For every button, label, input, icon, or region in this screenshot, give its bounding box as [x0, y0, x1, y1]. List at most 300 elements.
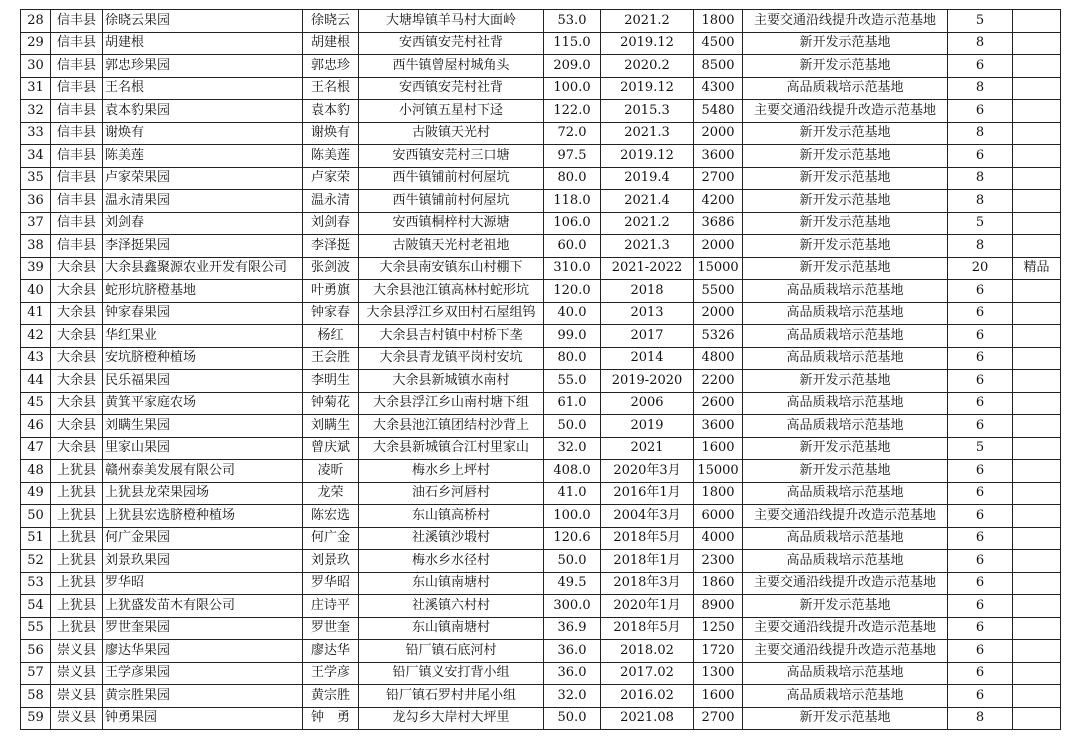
cell-row-number: 59	[21, 707, 51, 730]
cell-note	[1013, 482, 1061, 505]
cell-location: 社溪镇六村村	[359, 595, 544, 618]
cell-county: 大余县	[51, 302, 103, 325]
cell-person: 杨红	[303, 325, 359, 348]
table-row	[21, 325, 1061, 348]
cell-county: 信丰县	[51, 235, 103, 258]
cell-year: 2019.12	[601, 32, 694, 55]
cell-area: 100.0	[544, 77, 601, 100]
cell-note	[1013, 167, 1061, 190]
cell-note	[1013, 145, 1061, 168]
cell-note	[1013, 235, 1061, 258]
orchard-table	[20, 9, 1061, 730]
cell-county: 大余县	[51, 437, 103, 460]
cell-score: 6	[948, 460, 1013, 483]
cell-count: 15000	[694, 460, 743, 483]
cell-unit: 李泽挺果园	[103, 235, 303, 258]
cell-score: 6	[948, 550, 1013, 573]
table-row	[21, 190, 1061, 213]
cell-person: 凌昕	[303, 460, 359, 483]
cell-area: 41.0	[544, 482, 601, 505]
cell-location: 安西镇安芫村社背	[359, 32, 544, 55]
cell-count: 5480	[694, 100, 743, 123]
cell-note	[1013, 280, 1061, 303]
cell-score: 5	[948, 10, 1013, 33]
cell-location: 大余县南安镇东山村棚下	[359, 257, 544, 280]
cell-row-number: 47	[21, 437, 51, 460]
cell-year: 2019.12	[601, 145, 694, 168]
cell-person: 叶勇旗	[303, 280, 359, 303]
cell-note	[1013, 505, 1061, 528]
cell-location: 东山镇南塘村	[359, 572, 544, 595]
table-row	[21, 122, 1061, 145]
cell-type: 高品质栽培示范基地	[743, 662, 948, 685]
cell-count: 1720	[694, 640, 743, 663]
cell-year: 2018年1月	[601, 550, 694, 573]
cell-score: 8	[948, 167, 1013, 190]
cell-person: 刘景玖	[303, 550, 359, 573]
cell-row-number: 57	[21, 662, 51, 685]
cell-location: 大余县新城镇水南村	[359, 370, 544, 393]
cell-area: 55.0	[544, 370, 601, 393]
cell-year: 2021.08	[601, 707, 694, 730]
cell-location: 梅水乡上坪村	[359, 460, 544, 483]
cell-note	[1013, 55, 1061, 78]
cell-location: 东山镇高桥村	[359, 505, 544, 528]
cell-unit: 徐晓云果园	[103, 10, 303, 33]
cell-person: 袁本豹	[303, 100, 359, 123]
cell-unit: 廖达华果园	[103, 640, 303, 663]
table-row	[21, 32, 1061, 55]
cell-count: 4300	[694, 77, 743, 100]
cell-row-number: 43	[21, 347, 51, 370]
table-row	[21, 257, 1061, 280]
table-row	[21, 77, 1061, 100]
table-row	[21, 10, 1061, 33]
cell-county: 上犹县	[51, 527, 103, 550]
cell-type: 新开发示范基地	[743, 212, 948, 235]
cell-unit: 郭忠珍果园	[103, 55, 303, 78]
cell-county: 大余县	[51, 347, 103, 370]
cell-person: 陈宏选	[303, 505, 359, 528]
cell-person: 罗华昭	[303, 572, 359, 595]
cell-county: 大余县	[51, 415, 103, 438]
cell-person: 王会胜	[303, 347, 359, 370]
cell-area: 32.0	[544, 685, 601, 708]
cell-type: 高品质栽培示范基地	[743, 302, 948, 325]
cell-county: 信丰县	[51, 122, 103, 145]
cell-year: 2018年3月	[601, 572, 694, 595]
cell-row-number: 39	[21, 257, 51, 280]
cell-area: 97.5	[544, 145, 601, 168]
cell-location: 大余县青龙镇平岗村安坑	[359, 347, 544, 370]
cell-year: 2019	[601, 415, 694, 438]
cell-area: 53.0	[544, 10, 601, 33]
cell-note	[1013, 100, 1061, 123]
cell-location: 大余县新城镇合江村里家山	[359, 437, 544, 460]
cell-note	[1013, 662, 1061, 685]
cell-score: 6	[948, 685, 1013, 708]
cell-row-number: 42	[21, 325, 51, 348]
cell-row-number: 52	[21, 550, 51, 573]
table-row	[21, 212, 1061, 235]
cell-year: 2021.2	[601, 10, 694, 33]
cell-count: 2700	[694, 167, 743, 190]
cell-count: 2000	[694, 235, 743, 258]
cell-type: 高品质栽培示范基地	[743, 325, 948, 348]
cell-score: 6	[948, 325, 1013, 348]
cell-area: 32.0	[544, 437, 601, 460]
cell-person: 王学彦	[303, 662, 359, 685]
cell-year: 2021.3	[601, 235, 694, 258]
cell-row-number: 38	[21, 235, 51, 258]
cell-location: 大余县池江镇高林村蛇形坑	[359, 280, 544, 303]
cell-unit: 上犹县宏选脐橙种植场	[103, 505, 303, 528]
cell-year: 2017	[601, 325, 694, 348]
cell-type: 主要交通沿线提升改造示范基地	[743, 100, 948, 123]
cell-unit: 陈美莲	[103, 145, 303, 168]
cell-row-number: 41	[21, 302, 51, 325]
cell-score: 6	[948, 505, 1013, 528]
cell-area: 120.6	[544, 527, 601, 550]
table-row	[21, 392, 1061, 415]
cell-type: 新开发示范基地	[743, 437, 948, 460]
cell-count: 2000	[694, 302, 743, 325]
cell-count: 1600	[694, 685, 743, 708]
cell-score: 6	[948, 415, 1013, 438]
table-row	[21, 347, 1061, 370]
cell-score: 5	[948, 437, 1013, 460]
cell-note	[1013, 392, 1061, 415]
cell-count: 3600	[694, 145, 743, 168]
cell-row-number: 33	[21, 122, 51, 145]
cell-type: 高品质栽培示范基地	[743, 527, 948, 550]
table-row	[21, 640, 1061, 663]
cell-person: 龙荣	[303, 482, 359, 505]
cell-type: 高品质栽培示范基地	[743, 415, 948, 438]
cell-year: 2006	[601, 392, 694, 415]
cell-count: 3686	[694, 212, 743, 235]
cell-note	[1013, 707, 1061, 730]
cell-area: 209.0	[544, 55, 601, 78]
cell-county: 崇义县	[51, 707, 103, 730]
cell-note	[1013, 77, 1061, 100]
cell-row-number: 40	[21, 280, 51, 303]
cell-note	[1013, 325, 1061, 348]
cell-count: 2300	[694, 550, 743, 573]
cell-area: 118.0	[544, 190, 601, 213]
cell-unit: 上犹盛发苗木有限公司	[103, 595, 303, 618]
cell-type: 主要交通沿线提升改造示范基地	[743, 640, 948, 663]
cell-score: 6	[948, 595, 1013, 618]
cell-year: 2004年3月	[601, 505, 694, 528]
cell-location: 西牛镇曾屋村城角头	[359, 55, 544, 78]
cell-count: 1800	[694, 10, 743, 33]
cell-unit: 王名根	[103, 77, 303, 100]
cell-county: 大余县	[51, 370, 103, 393]
cell-location: 东山镇南塘村	[359, 617, 544, 640]
cell-type: 主要交通沿线提升改造示范基地	[743, 572, 948, 595]
cell-year: 2018年5月	[601, 617, 694, 640]
cell-area: 408.0	[544, 460, 601, 483]
cell-score: 6	[948, 527, 1013, 550]
cell-type: 高品质栽培示范基地	[743, 77, 948, 100]
cell-note	[1013, 595, 1061, 618]
cell-year: 2014	[601, 347, 694, 370]
cell-note	[1013, 347, 1061, 370]
cell-row-number: 35	[21, 167, 51, 190]
cell-location: 铅厂镇义安打背小组	[359, 662, 544, 685]
cell-year: 2020年3月	[601, 460, 694, 483]
cell-row-number: 44	[21, 370, 51, 393]
cell-county: 上犹县	[51, 482, 103, 505]
cell-county: 大余县	[51, 257, 103, 280]
cell-count: 2000	[694, 122, 743, 145]
cell-score: 6	[948, 392, 1013, 415]
cell-location: 安西镇桐梓村大源塘	[359, 212, 544, 235]
cell-type: 新开发示范基地	[743, 595, 948, 618]
cell-county: 信丰县	[51, 10, 103, 33]
cell-county: 大余县	[51, 392, 103, 415]
cell-type: 主要交通沿线提升改造示范基地	[743, 617, 948, 640]
cell-year: 2018.02	[601, 640, 694, 663]
cell-type: 新开发示范基地	[743, 55, 948, 78]
cell-area: 72.0	[544, 122, 601, 145]
cell-count: 8900	[694, 595, 743, 618]
cell-location: 西牛镇铺前村何屋坑	[359, 167, 544, 190]
cell-unit: 上犹县龙荣果园场	[103, 482, 303, 505]
cell-person: 廖达华	[303, 640, 359, 663]
table-row	[21, 370, 1061, 393]
cell-year: 2019-2020	[601, 370, 694, 393]
cell-year: 2018	[601, 280, 694, 303]
cell-location: 安西镇安芫村社背	[359, 77, 544, 100]
cell-area: 80.0	[544, 347, 601, 370]
table-row	[21, 685, 1061, 708]
cell-count: 1800	[694, 482, 743, 505]
cell-score: 8	[948, 235, 1013, 258]
cell-unit: 黄箕平家庭农场	[103, 392, 303, 415]
table-row	[21, 167, 1061, 190]
cell-county: 崇义县	[51, 685, 103, 708]
cell-note	[1013, 122, 1061, 145]
cell-score: 8	[948, 707, 1013, 730]
cell-type: 新开发示范基地	[743, 190, 948, 213]
cell-count: 5326	[694, 325, 743, 348]
cell-county: 信丰县	[51, 167, 103, 190]
cell-type: 新开发示范基地	[743, 32, 948, 55]
cell-county: 上犹县	[51, 505, 103, 528]
cell-unit: 温永清果园	[103, 190, 303, 213]
cell-row-number: 32	[21, 100, 51, 123]
cell-location: 大塘埠镇羊马村大面岭	[359, 10, 544, 33]
cell-person: 黄宗胜	[303, 685, 359, 708]
cell-area: 50.0	[544, 415, 601, 438]
cell-location: 铅厂镇石罗村井尾小组	[359, 685, 544, 708]
cell-row-number: 56	[21, 640, 51, 663]
cell-location: 西牛镇铺前村何屋坑	[359, 190, 544, 213]
table-row	[21, 437, 1061, 460]
cell-count: 1860	[694, 572, 743, 595]
cell-unit: 民乐福果园	[103, 370, 303, 393]
cell-county: 信丰县	[51, 77, 103, 100]
cell-county: 大余县	[51, 325, 103, 348]
cell-unit: 华红果业	[103, 325, 303, 348]
cell-row-number: 29	[21, 32, 51, 55]
table-row	[21, 572, 1061, 595]
cell-area: 100.0	[544, 505, 601, 528]
cell-person: 谢焕有	[303, 122, 359, 145]
cell-area: 122.0	[544, 100, 601, 123]
cell-unit: 罗世奎果园	[103, 617, 303, 640]
cell-score: 6	[948, 55, 1013, 78]
cell-note	[1013, 302, 1061, 325]
cell-score: 6	[948, 370, 1013, 393]
cell-year: 2021.3	[601, 122, 694, 145]
cell-county: 上犹县	[51, 460, 103, 483]
cell-unit: 大余县鑫聚源农业开发有限公司	[103, 257, 303, 280]
cell-year: 2021.4	[601, 190, 694, 213]
cell-area: 80.0	[544, 167, 601, 190]
cell-type: 主要交通沿线提升改造示范基地	[743, 505, 948, 528]
cell-county: 信丰县	[51, 212, 103, 235]
cell-person: 曾庆斌	[303, 437, 359, 460]
cell-unit: 何广金果园	[103, 527, 303, 550]
cell-location: 小河镇五星村下迳	[359, 100, 544, 123]
cell-count: 1600	[694, 437, 743, 460]
cell-unit: 袁本豹果园	[103, 100, 303, 123]
cell-count: 3600	[694, 415, 743, 438]
cell-location: 社溪镇沙塅村	[359, 527, 544, 550]
cell-year: 2019.4	[601, 167, 694, 190]
table-row	[21, 55, 1061, 78]
cell-year: 2019.12	[601, 77, 694, 100]
cell-row-number: 31	[21, 77, 51, 100]
cell-score: 6	[948, 617, 1013, 640]
cell-row-number: 45	[21, 392, 51, 415]
cell-row-number: 49	[21, 482, 51, 505]
cell-unit: 黄宗胜果园	[103, 685, 303, 708]
table-row	[21, 280, 1061, 303]
cell-row-number: 54	[21, 595, 51, 618]
cell-row-number: 28	[21, 10, 51, 33]
cell-location: 安西镇安芫村三口塘	[359, 145, 544, 168]
cell-score: 6	[948, 347, 1013, 370]
cell-count: 2700	[694, 707, 743, 730]
cell-area: 300.0	[544, 595, 601, 618]
cell-area: 36.9	[544, 617, 601, 640]
cell-area: 310.0	[544, 257, 601, 280]
table-row	[21, 415, 1061, 438]
cell-location: 梅水乡水径村	[359, 550, 544, 573]
cell-row-number: 58	[21, 685, 51, 708]
cell-note: 精品	[1013, 257, 1061, 280]
cell-person: 刘瞒生	[303, 415, 359, 438]
cell-score: 6	[948, 662, 1013, 685]
table-row	[21, 595, 1061, 618]
cell-person: 钟家春	[303, 302, 359, 325]
cell-location: 古陂镇天光村老祖地	[359, 235, 544, 258]
cell-location: 大余县浮江乡双田村石屋组钨	[359, 302, 544, 325]
cell-area: 60.0	[544, 235, 601, 258]
cell-unit: 蛇形坑脐橙基地	[103, 280, 303, 303]
cell-person: 刘剑春	[303, 212, 359, 235]
cell-note	[1013, 370, 1061, 393]
table-row	[21, 482, 1061, 505]
cell-unit: 刘景玖果园	[103, 550, 303, 573]
cell-area: 49.5	[544, 572, 601, 595]
table-row	[21, 527, 1061, 550]
cell-count: 2600	[694, 392, 743, 415]
cell-unit: 谢焕有	[103, 122, 303, 145]
cell-person: 卢家荣	[303, 167, 359, 190]
cell-type: 高品质栽培示范基地	[743, 550, 948, 573]
cell-unit: 钟家春果园	[103, 302, 303, 325]
cell-type: 高品质栽培示范基地	[743, 482, 948, 505]
cell-score: 6	[948, 302, 1013, 325]
cell-unit: 刘瞒生果园	[103, 415, 303, 438]
cell-unit: 胡建根	[103, 32, 303, 55]
cell-year: 2021	[601, 437, 694, 460]
cell-type: 高品质栽培示范基地	[743, 685, 948, 708]
table-row	[21, 235, 1061, 258]
cell-location: 油石乡河唇村	[359, 482, 544, 505]
cell-type: 新开发示范基地	[743, 460, 948, 483]
cell-unit: 王学彦果园	[103, 662, 303, 685]
cell-note	[1013, 527, 1061, 550]
cell-location: 大余县池江镇团结村沙背上	[359, 415, 544, 438]
cell-year: 2020年1月	[601, 595, 694, 618]
cell-row-number: 50	[21, 505, 51, 528]
cell-count: 1300	[694, 662, 743, 685]
cell-unit: 钟勇果园	[103, 707, 303, 730]
cell-score: 6	[948, 100, 1013, 123]
cell-area: 50.0	[544, 707, 601, 730]
cell-unit: 赣州泰美发展有限公司	[103, 460, 303, 483]
cell-count: 4800	[694, 347, 743, 370]
cell-person: 钟 勇	[303, 707, 359, 730]
table-row	[21, 662, 1061, 685]
cell-score: 5	[948, 212, 1013, 235]
cell-count: 2200	[694, 370, 743, 393]
table-row	[21, 707, 1061, 730]
cell-area: 61.0	[544, 392, 601, 415]
table-row	[21, 145, 1061, 168]
cell-year: 2017.02	[601, 662, 694, 685]
cell-county: 信丰县	[51, 145, 103, 168]
cell-row-number: 51	[21, 527, 51, 550]
cell-note	[1013, 32, 1061, 55]
table-body	[21, 10, 1061, 730]
cell-score: 8	[948, 122, 1013, 145]
cell-score: 6	[948, 572, 1013, 595]
cell-person: 温永清	[303, 190, 359, 213]
cell-unit: 罗华昭	[103, 572, 303, 595]
cell-area: 106.0	[544, 212, 601, 235]
cell-count: 4000	[694, 527, 743, 550]
cell-county: 崇义县	[51, 640, 103, 663]
cell-area: 99.0	[544, 325, 601, 348]
cell-person: 郭忠珍	[303, 55, 359, 78]
cell-county: 崇义县	[51, 662, 103, 685]
cell-area: 40.0	[544, 302, 601, 325]
cell-location: 大余县吉村镇中村桥下垄	[359, 325, 544, 348]
table-row	[21, 100, 1061, 123]
cell-year: 2021.2	[601, 212, 694, 235]
cell-note	[1013, 415, 1061, 438]
cell-year: 2021-2022	[601, 257, 694, 280]
cell-type: 主要交通沿线提升改造示范基地	[743, 10, 948, 33]
cell-location: 龙勾乡大岸村大坪里	[359, 707, 544, 730]
